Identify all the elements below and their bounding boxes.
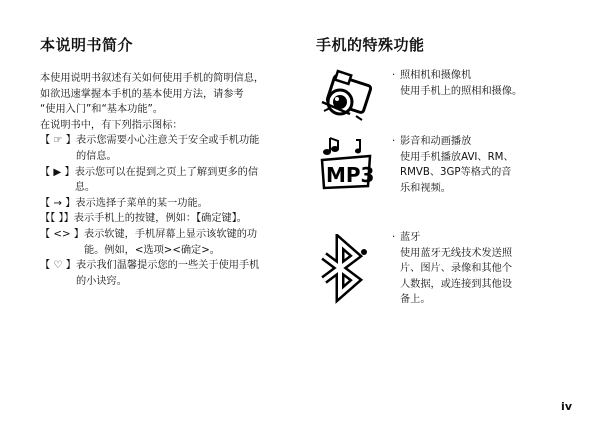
play-triangle-icon: 【 ▶ 】 bbox=[40, 166, 75, 178]
arrow-right-icon: 【 → 】 bbox=[40, 197, 76, 209]
feature-desc: 备上。 bbox=[400, 294, 431, 306]
intro-section bbox=[40, 34, 298, 289]
intro-line: 本使用说明书叙述有关如何使用手机的简明信息， bbox=[40, 73, 265, 84]
feature-desc: 使用手机上的照相和摄像。 bbox=[400, 85, 523, 97]
legend-text: 的信息。 bbox=[75, 150, 117, 162]
bullet: · bbox=[392, 136, 396, 147]
feature-title: 蓝牙 bbox=[400, 232, 421, 243]
legend-text: 表示您需要小心注意关于安全或手机功能 bbox=[75, 135, 260, 147]
feature-desc: 片、图片、录像和其他个 bbox=[400, 263, 513, 275]
legend-item-tip bbox=[40, 258, 298, 289]
section-title: 本说明书简介 bbox=[40, 36, 134, 54]
svg-text:MP3: MP3 bbox=[326, 163, 375, 187]
feature-desc: 人数据，或连接到其他设 bbox=[400, 278, 513, 290]
legend-text: 的小诀窍。 bbox=[75, 275, 127, 287]
angle-bracket-icon: 【 <> 】 bbox=[40, 228, 84, 240]
legend-text: 表示软键，手机屏幕上显示该软键的功 bbox=[83, 228, 258, 240]
feature-desc: 使用蓝牙无线技术发送照 bbox=[400, 247, 513, 259]
legend-text: 能。例如，<选项><确定>。 bbox=[83, 244, 220, 256]
legend-text: 表示选择子菜单的某一功能。 bbox=[75, 197, 208, 209]
intro-line: 在说明书中，有下列指示图标： bbox=[40, 119, 183, 131]
legend-item-more-info bbox=[40, 165, 298, 196]
lightbulb-icon: 【 ♡ 】 bbox=[40, 260, 76, 272]
feature-desc: 乐和视频。 bbox=[400, 182, 451, 194]
mp3-music-icon bbox=[316, 134, 378, 194]
intro-line: 如欲迅速掌握本手机的基本使用方法，请参考 bbox=[40, 88, 244, 100]
feature-title: 照相机和摄像机 bbox=[400, 70, 472, 81]
intro-line: “使用入门”和“基本功能”。 bbox=[40, 104, 163, 116]
legend-text: 表示您可以在提到之页上了解到更多的信 bbox=[74, 166, 259, 178]
feature-desc: 使用手机播放AVI、RM、 bbox=[400, 151, 514, 163]
bracket-key-icon: 【【 】】 bbox=[40, 213, 74, 225]
legend-item-caution bbox=[40, 133, 298, 164]
legend-item-key bbox=[40, 211, 298, 227]
bullet: · bbox=[392, 232, 396, 243]
legend-text: 息。 bbox=[74, 182, 96, 194]
feature-desc: RMVB、3GP等格式的音 bbox=[400, 167, 512, 179]
bullet: · bbox=[392, 70, 396, 81]
legend-item-softkey bbox=[40, 227, 298, 258]
section-title: 手机的特殊功能 bbox=[316, 36, 425, 54]
feature-title: 影音和动画播放 bbox=[400, 136, 472, 147]
hand-pointing-icon: 【 ☞ 】 bbox=[40, 135, 76, 147]
page-number: iv bbox=[561, 400, 572, 413]
legend-text: 表示手机上的按键，例如：【确定键】。 bbox=[73, 213, 247, 225]
legend-item-submenu bbox=[40, 196, 298, 212]
camera-icon bbox=[316, 68, 378, 128]
features-section bbox=[316, 34, 596, 306]
legend-text: 表示我们温馨提示您的一些关于使用手机 bbox=[75, 260, 260, 272]
bluetooth-icon bbox=[316, 234, 378, 294]
